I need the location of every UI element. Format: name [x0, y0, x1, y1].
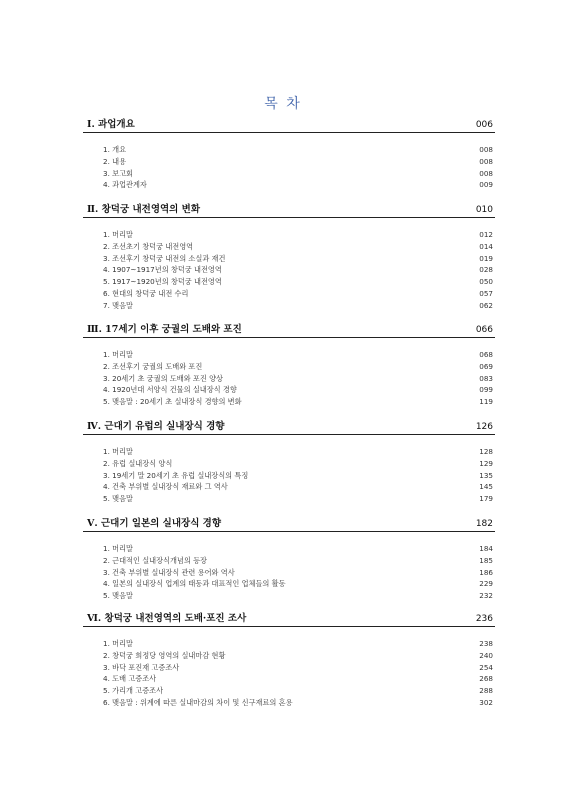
- entry-page-number: 302: [479, 697, 493, 707]
- section-page-number: 236: [475, 614, 493, 624]
- entry-page-number: 135: [479, 470, 493, 480]
- entry-page-number: 128: [479, 447, 493, 456]
- toc-entry[interactable]: [83, 578, 495, 590]
- toc-entry[interactable]: [83, 179, 495, 191]
- entry-label: 4. 1907~1917년의 창덕궁 내전영역: [103, 265, 222, 275]
- toc-section: [83, 421, 495, 505]
- section-page-number: 182: [475, 519, 493, 529]
- entry-label: 3. 19세기 말 20세기 초 유럽 실내장식의 특징: [103, 470, 249, 480]
- toc-entry[interactable]: [83, 229, 495, 241]
- entry-page-number: 119: [479, 397, 493, 407]
- entry-page-number: 099: [479, 385, 493, 395]
- entry-label: 4. 건축 부위별 실내장식 재료와 그 역사: [103, 482, 228, 492]
- entry-label: 2. 내용: [103, 156, 127, 166]
- toc-entry[interactable]: [83, 253, 495, 265]
- entry-label: 4. 1920년대 서양식 건물의 실내장식 경향: [103, 385, 237, 395]
- entry-label: 3. 바닥 포진재 고증조사: [103, 662, 180, 672]
- entry-label: 5. 1917~1920년의 창덕궁 내전영역: [103, 277, 222, 287]
- entry-page-number: 238: [479, 639, 493, 648]
- entry-label: 1. 머리말: [103, 230, 133, 239]
- entry-label: 4. 일본의 실내장식 업계의 태동과 대표적인 업체들의 활동: [103, 579, 286, 589]
- section-item-list: [83, 446, 495, 505]
- entry-page-number: 008: [479, 145, 493, 154]
- section-heading[interactable]: [83, 421, 495, 435]
- entry-label: 6. 맺음말 : 위계에 따른 실내마감의 차이 및 신구재료의 혼용: [103, 697, 293, 707]
- entry-page-number: 062: [479, 300, 493, 310]
- section-heading[interactable]: [83, 119, 495, 133]
- entry-page-number: 050: [479, 277, 493, 287]
- section-item-list: [83, 543, 495, 602]
- entry-label: 1. 개요: [103, 145, 127, 154]
- section-heading[interactable]: [83, 324, 495, 338]
- toc-entry[interactable]: [83, 685, 495, 697]
- section-page-number: 010: [475, 205, 493, 215]
- entry-page-number: 057: [479, 288, 493, 298]
- section-item-list: [83, 229, 495, 312]
- entry-page-number: 009: [479, 180, 493, 190]
- toc-entry[interactable]: [83, 144, 495, 156]
- section-title: Ⅵ. 창덕궁 내전영역의 도배·포진 조사: [87, 613, 247, 624]
- toc-entry[interactable]: [83, 168, 495, 180]
- entry-label: 3. 20세기 초 궁궐의 도배와 포진 양상: [103, 373, 223, 383]
- entry-label: 2. 유럽 실내장식 양식: [103, 458, 173, 468]
- toc-entry[interactable]: [83, 361, 495, 373]
- toc-entry[interactable]: [83, 673, 495, 685]
- toc-section: [83, 204, 495, 312]
- entry-label: 2. 창덕궁 희정당 영역의 실내마감 현황: [103, 650, 226, 660]
- entry-label: 2. 조선후기 궁궐의 도배와 포진: [103, 361, 203, 371]
- section-heading[interactable]: [83, 613, 495, 627]
- toc-section: [83, 613, 495, 709]
- toc-entry[interactable]: [83, 156, 495, 168]
- section-page-number: 126: [475, 422, 493, 432]
- toc-entry[interactable]: [83, 555, 495, 567]
- toc-entry[interactable]: [83, 264, 495, 276]
- entry-label: 2. 조선초기 창덕궁 내전영역: [103, 241, 194, 251]
- entry-page-number: 186: [479, 567, 493, 577]
- toc-entry[interactable]: [83, 697, 495, 709]
- entry-page-number: 254: [479, 662, 493, 672]
- toc-entry[interactable]: [83, 493, 495, 505]
- toc-entry[interactable]: [83, 396, 495, 408]
- entry-page-number: 068: [479, 350, 493, 359]
- entry-label: 5. 맺음말: [103, 494, 133, 504]
- entry-label: 2. 근대적인 실내장식개념의 등장: [103, 555, 207, 565]
- entry-label: 1. 머리말: [103, 544, 133, 553]
- toc-entry[interactable]: [83, 458, 495, 470]
- section-item-list: [83, 144, 495, 191]
- section-title: Ⅴ. 근대기 일본의 실내장식 경향: [87, 518, 222, 529]
- entry-page-number: 019: [479, 253, 493, 263]
- toc-entry[interactable]: [83, 590, 495, 602]
- entry-page-number: 008: [479, 168, 493, 178]
- entry-page-number: 145: [479, 482, 493, 492]
- section-heading[interactable]: [83, 518, 495, 532]
- toc-entry[interactable]: [83, 349, 495, 361]
- toc-entry[interactable]: [83, 662, 495, 674]
- toc-section: [83, 324, 495, 408]
- entry-page-number: 185: [479, 555, 493, 565]
- entry-label: 4. 도배 고증조사: [103, 674, 157, 684]
- entry-page-number: 184: [479, 544, 493, 553]
- entry-page-number: 232: [479, 591, 493, 601]
- section-page-number: 066: [475, 325, 493, 335]
- entry-page-number: 240: [479, 650, 493, 660]
- toc-entry[interactable]: [83, 543, 495, 555]
- entry-label: 1. 머리말: [103, 639, 133, 648]
- entry-page-number: 028: [479, 265, 493, 275]
- toc-entry[interactable]: [83, 241, 495, 253]
- toc-entry[interactable]: [83, 638, 495, 650]
- entry-label: 5. 맺음말 : 20세기 초 실내장식 경향의 변화: [103, 397, 242, 407]
- toc-entry[interactable]: [83, 567, 495, 579]
- section-item-list: [83, 638, 495, 709]
- toc-section: [83, 518, 495, 602]
- toc-section: [83, 119, 495, 191]
- entry-page-number: 288: [479, 686, 493, 696]
- toc-entry[interactable]: [83, 470, 495, 482]
- section-title: Ⅱ. 창덕궁 내전영역의 변화: [87, 204, 201, 215]
- toc-title: 목 차: [264, 96, 302, 112]
- toc-entry[interactable]: [83, 373, 495, 385]
- section-title: Ⅰ. 과업개요: [87, 119, 135, 130]
- toc-entry[interactable]: [83, 276, 495, 288]
- entry-label: 3. 건축 부위별 실내장식 관련 용어와 역사: [103, 567, 235, 577]
- entry-label: 4. 과업관계자: [103, 180, 147, 190]
- entry-label: 7. 맺음말: [103, 300, 133, 310]
- section-item-list: [83, 349, 495, 408]
- entry-page-number: 129: [479, 458, 493, 468]
- toc-entry[interactable]: [83, 650, 495, 662]
- section-page-number: 006: [475, 120, 493, 130]
- entry-page-number: 012: [479, 230, 493, 239]
- entry-label: 5. 맺음말: [103, 591, 133, 601]
- entry-label: 1. 머리말: [103, 350, 133, 359]
- toc-entry[interactable]: [83, 481, 495, 493]
- entry-label: 3. 조선후기 창덕궁 내전의 소실과 재건: [103, 253, 226, 263]
- toc-entry[interactable]: [83, 384, 495, 396]
- entry-label: 1. 머리말: [103, 447, 133, 456]
- toc-entry[interactable]: [83, 288, 495, 300]
- entry-page-number: 014: [479, 241, 493, 251]
- entry-label: 3. 보고회: [103, 168, 133, 178]
- section-title: Ⅳ. 근대기 유럽의 실내장식 경향: [87, 421, 225, 432]
- toc-entry[interactable]: [83, 446, 495, 458]
- section-heading[interactable]: [83, 204, 495, 218]
- entry-page-number: 229: [479, 579, 493, 589]
- entry-page-number: 268: [479, 674, 493, 684]
- toc-entry[interactable]: [83, 300, 495, 312]
- entry-page-number: 179: [479, 494, 493, 504]
- section-title: Ⅲ. 17세기 이후 궁궐의 도배와 포진: [87, 324, 242, 335]
- entry-page-number: 069: [479, 361, 493, 371]
- entry-label: 5. 가리개 고증조사: [103, 686, 164, 696]
- entry-page-number: 008: [479, 156, 493, 166]
- entry-label: 6. 현대의 창덕궁 내전 수리: [103, 288, 189, 298]
- entry-page-number: 083: [479, 373, 493, 383]
